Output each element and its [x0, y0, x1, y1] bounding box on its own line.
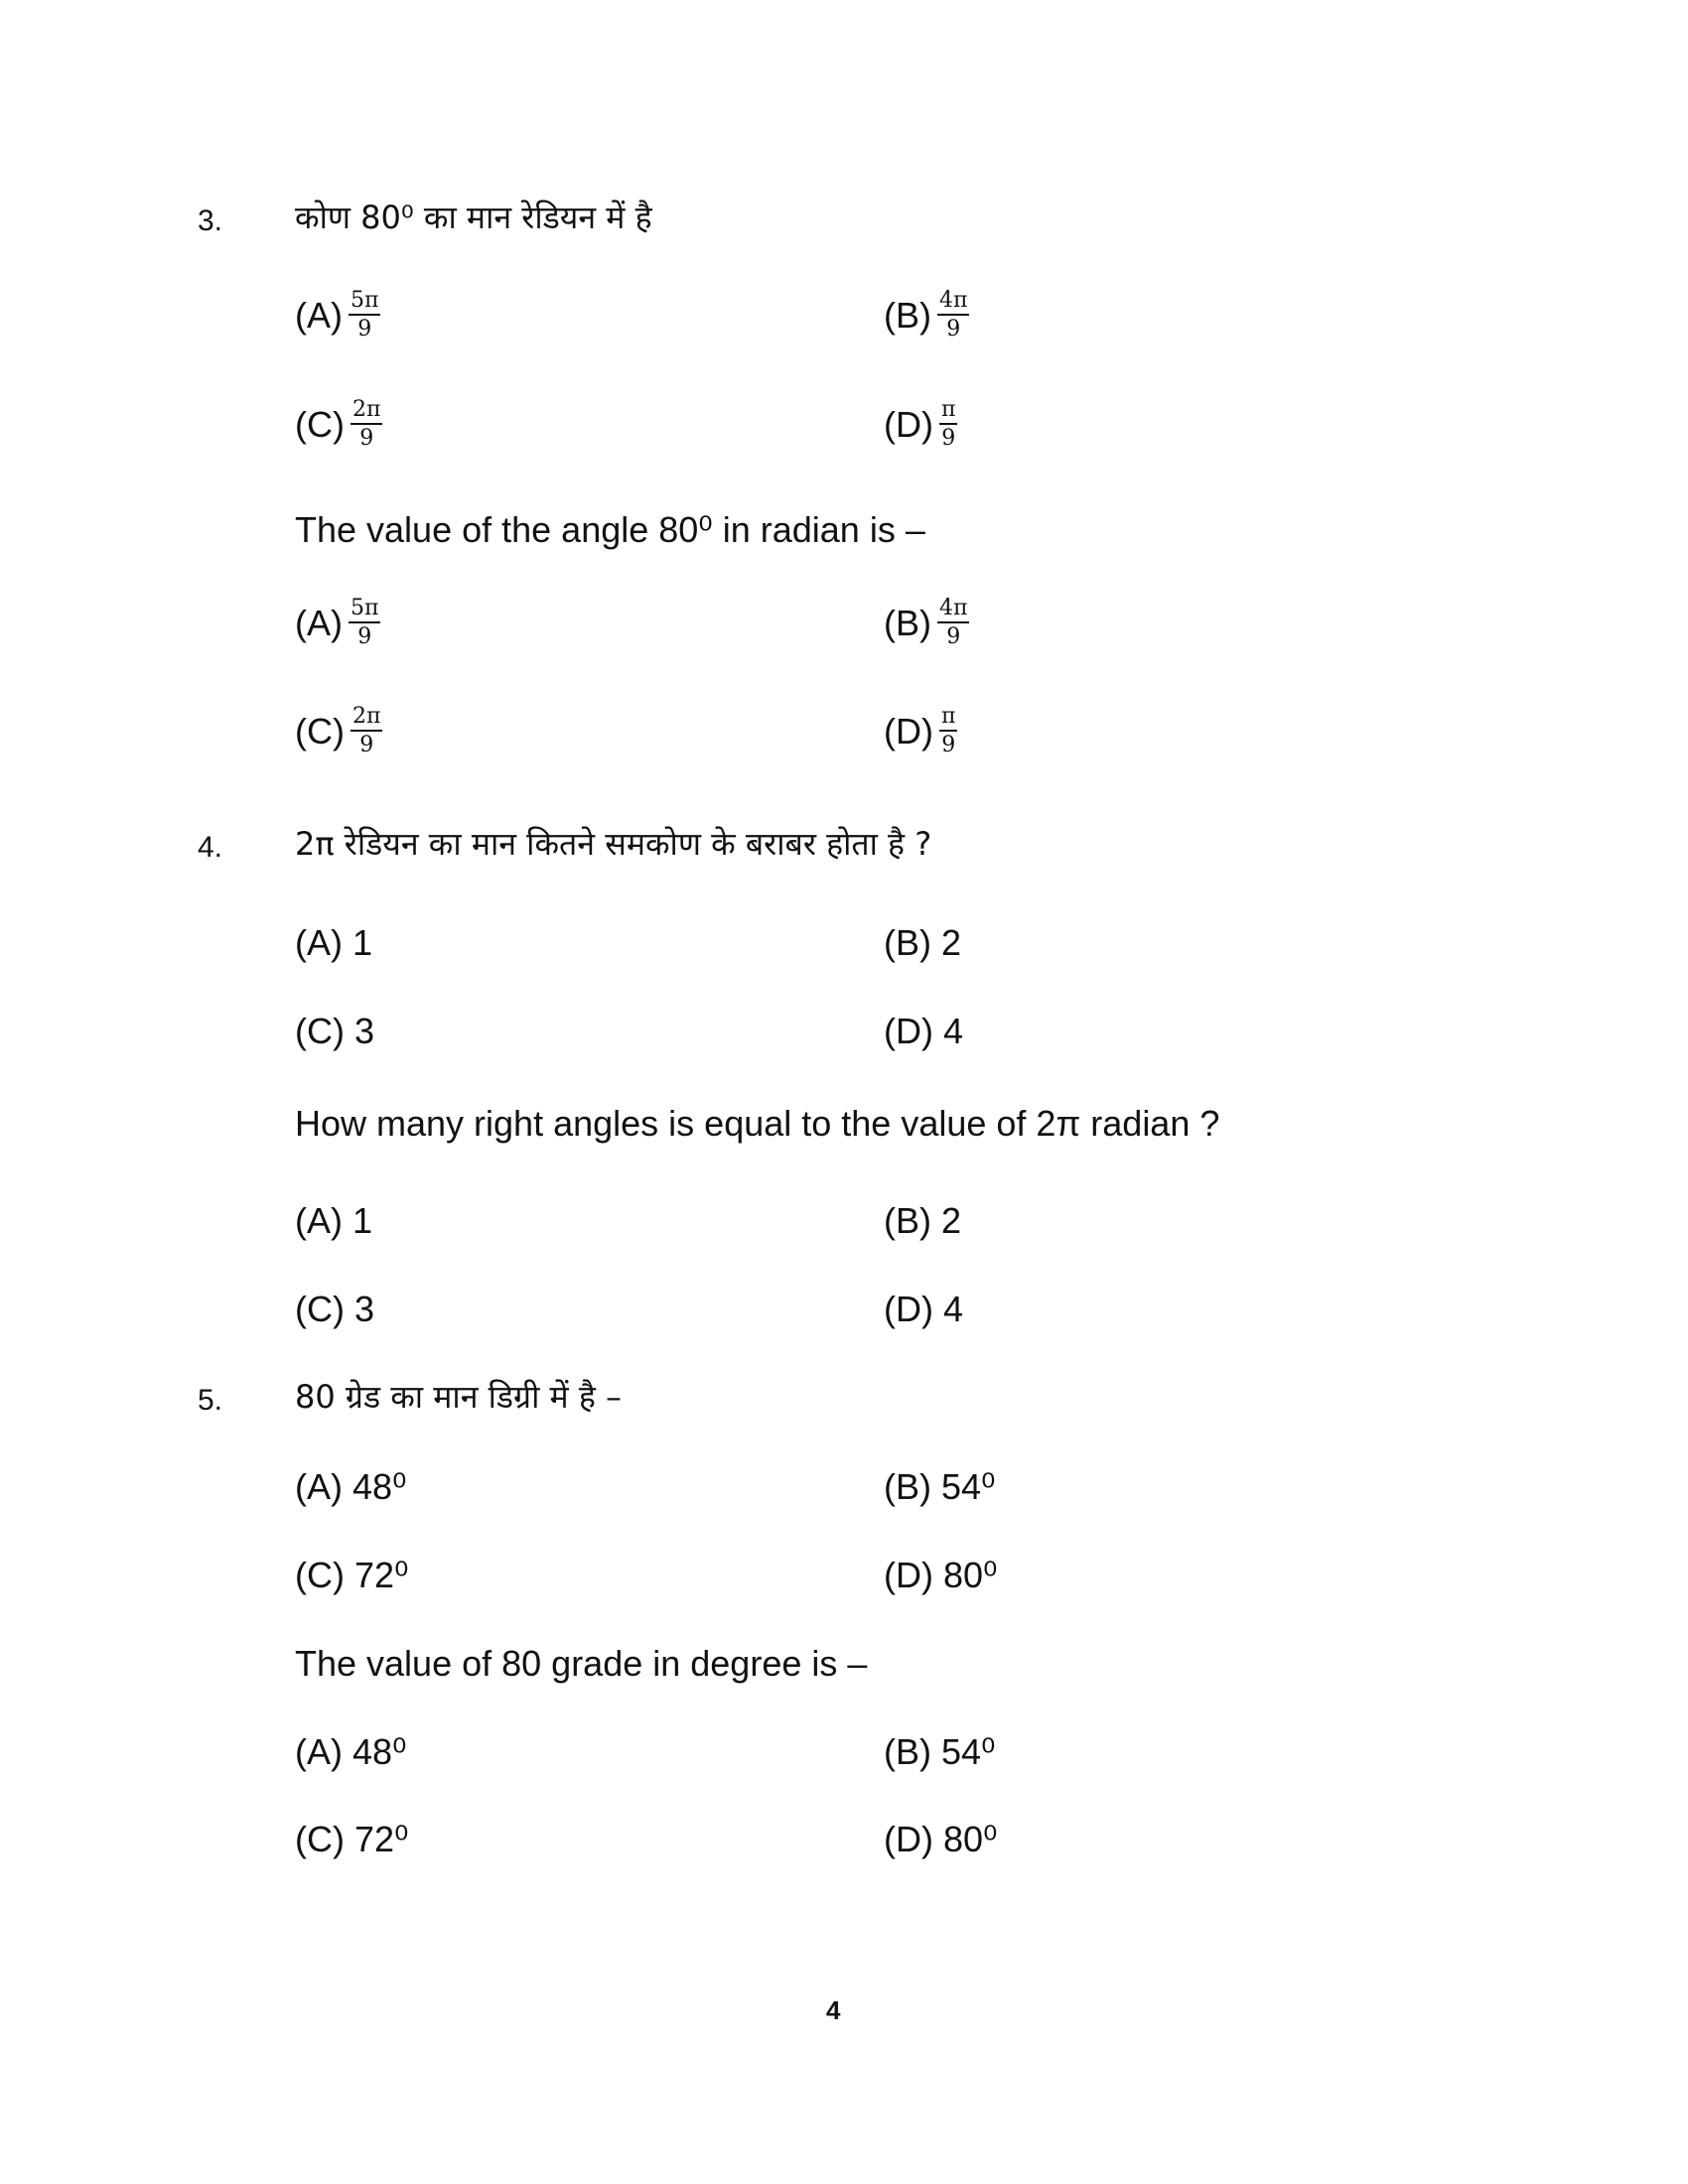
- fraction-denominator: 9: [359, 426, 374, 451]
- option-a: [295, 598, 380, 648]
- option-label: (A): [295, 294, 343, 336]
- option-a: (A) 1: [295, 922, 373, 963]
- option-a: (A) 48⁰: [295, 1731, 407, 1772]
- fraction-numerator: 2π: [351, 399, 382, 425]
- question-text-english: The value of 80 grade in degree is –: [295, 1643, 868, 1684]
- fraction-denominator: 9: [941, 733, 956, 757]
- question-text-english: How many right angles is equal to the value of 2π radian ?: [295, 1103, 1220, 1144]
- fraction-denominator: 9: [941, 426, 956, 451]
- option-label: (C): [295, 710, 345, 751]
- question-text-hindi: 2π रेडियन का मान कितने समकोण के बराबर होता है ?: [295, 825, 932, 863]
- option-c: [295, 399, 382, 450]
- option-d: [884, 706, 957, 756]
- fraction-denominator: 9: [357, 624, 372, 649]
- option-label: (B): [884, 602, 931, 643]
- option-c: (C) 72⁰: [295, 1819, 409, 1859]
- option-d: [884, 399, 957, 450]
- fraction-numerator: 5π: [349, 598, 380, 623]
- option-b: (B) 54⁰: [884, 1731, 996, 1772]
- option-b: (B) 54⁰: [884, 1466, 996, 1507]
- page-number: 4: [826, 1995, 841, 2025]
- question-text-english: The value of the angle 80⁰ in radian is –: [295, 509, 925, 550]
- option-c: (C) 3: [295, 1011, 374, 1051]
- fraction-denominator: 9: [357, 317, 372, 341]
- question-text-hindi: कोण 80⁰ का मान रेडियन में है: [295, 199, 652, 236]
- fraction-numerator: 4π: [937, 598, 969, 623]
- fraction-numerator: 2π: [351, 706, 382, 732]
- fraction-denominator: 9: [946, 317, 961, 341]
- question-number: 3.: [198, 205, 223, 237]
- fraction-numerator: 4π: [937, 290, 969, 316]
- option-label: (D): [884, 710, 933, 751]
- option-label: (A): [295, 602, 343, 643]
- option-a: (A) 48⁰: [295, 1466, 407, 1507]
- option-b: (B) 2: [884, 922, 962, 963]
- option-b: [884, 598, 969, 648]
- option-label: (C): [295, 403, 345, 445]
- option-label: (B): [884, 294, 931, 336]
- option-b: (B) 2: [884, 1200, 962, 1241]
- question-text-hindi: 80 ग्रेड का मान डिग्री में है –: [295, 1378, 623, 1416]
- option-d: (D) 4: [884, 1289, 963, 1329]
- option-d: (D) 80⁰: [884, 1555, 998, 1595]
- option-d: (D) 80⁰: [884, 1819, 998, 1859]
- option-label: (D): [884, 403, 933, 445]
- fraction-numerator: π: [939, 706, 957, 732]
- option-c: [295, 706, 382, 756]
- fraction-numerator: π: [939, 399, 957, 425]
- question-number: 4.: [198, 831, 223, 864]
- fraction-numerator: 5π: [349, 290, 380, 316]
- fraction-denominator: 9: [946, 624, 961, 649]
- option-a: [295, 290, 380, 341]
- option-b: [884, 290, 969, 341]
- option-c: (C) 72⁰: [295, 1555, 409, 1595]
- question-number: 5.: [198, 1384, 223, 1417]
- option-d: (D) 4: [884, 1011, 963, 1051]
- fraction-denominator: 9: [359, 733, 374, 757]
- option-c: (C) 3: [295, 1289, 374, 1329]
- option-a: (A) 1: [295, 1200, 373, 1241]
